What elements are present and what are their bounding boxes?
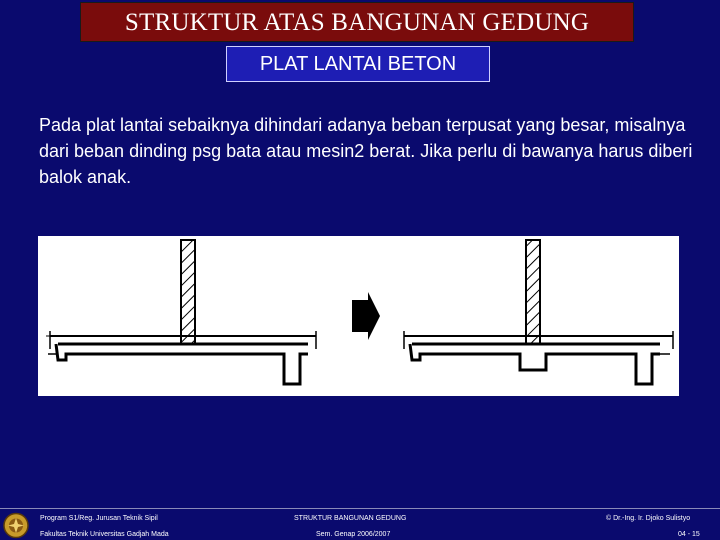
- footer-faculty: Fakultas Teknik Universitas Gadjah Mada: [40, 531, 169, 538]
- slab-diagram-svg: [38, 236, 679, 396]
- university-seal-icon: [2, 512, 30, 539]
- arrow-right-icon: [352, 292, 380, 340]
- footer-semester: Sem. Genap 2006/2007: [316, 531, 391, 538]
- slab-wall-diagram: [38, 236, 679, 396]
- right-slab-diagram: [404, 240, 673, 384]
- slide-title: STRUKTUR ATAS BANGUNAN GEDUNG: [80, 2, 634, 42]
- footer-author: © Dr.-Ing. Ir. Djoko Sulistyo: [606, 515, 691, 522]
- footer-program: Program S1/Reg. Jurusan Teknik Sipil: [40, 515, 158, 522]
- footer-page-number: 04 - 15: [678, 531, 700, 538]
- footer-divider: [0, 508, 720, 509]
- slide-subtitle: PLAT LANTAI BETON: [226, 46, 490, 82]
- left-slab-diagram: [46, 240, 316, 384]
- body-paragraph: Pada plat lantai sebaiknya dihindari adanya beban terpusat yang besar, misalnya dari beban dinding psg bata atau mesin2 berat. Jika perlu di bawanya harus diberi balok anak.: [39, 115, 693, 187]
- footer-course: STRUKTUR BANGUNAN GEDUNG: [294, 515, 407, 522]
